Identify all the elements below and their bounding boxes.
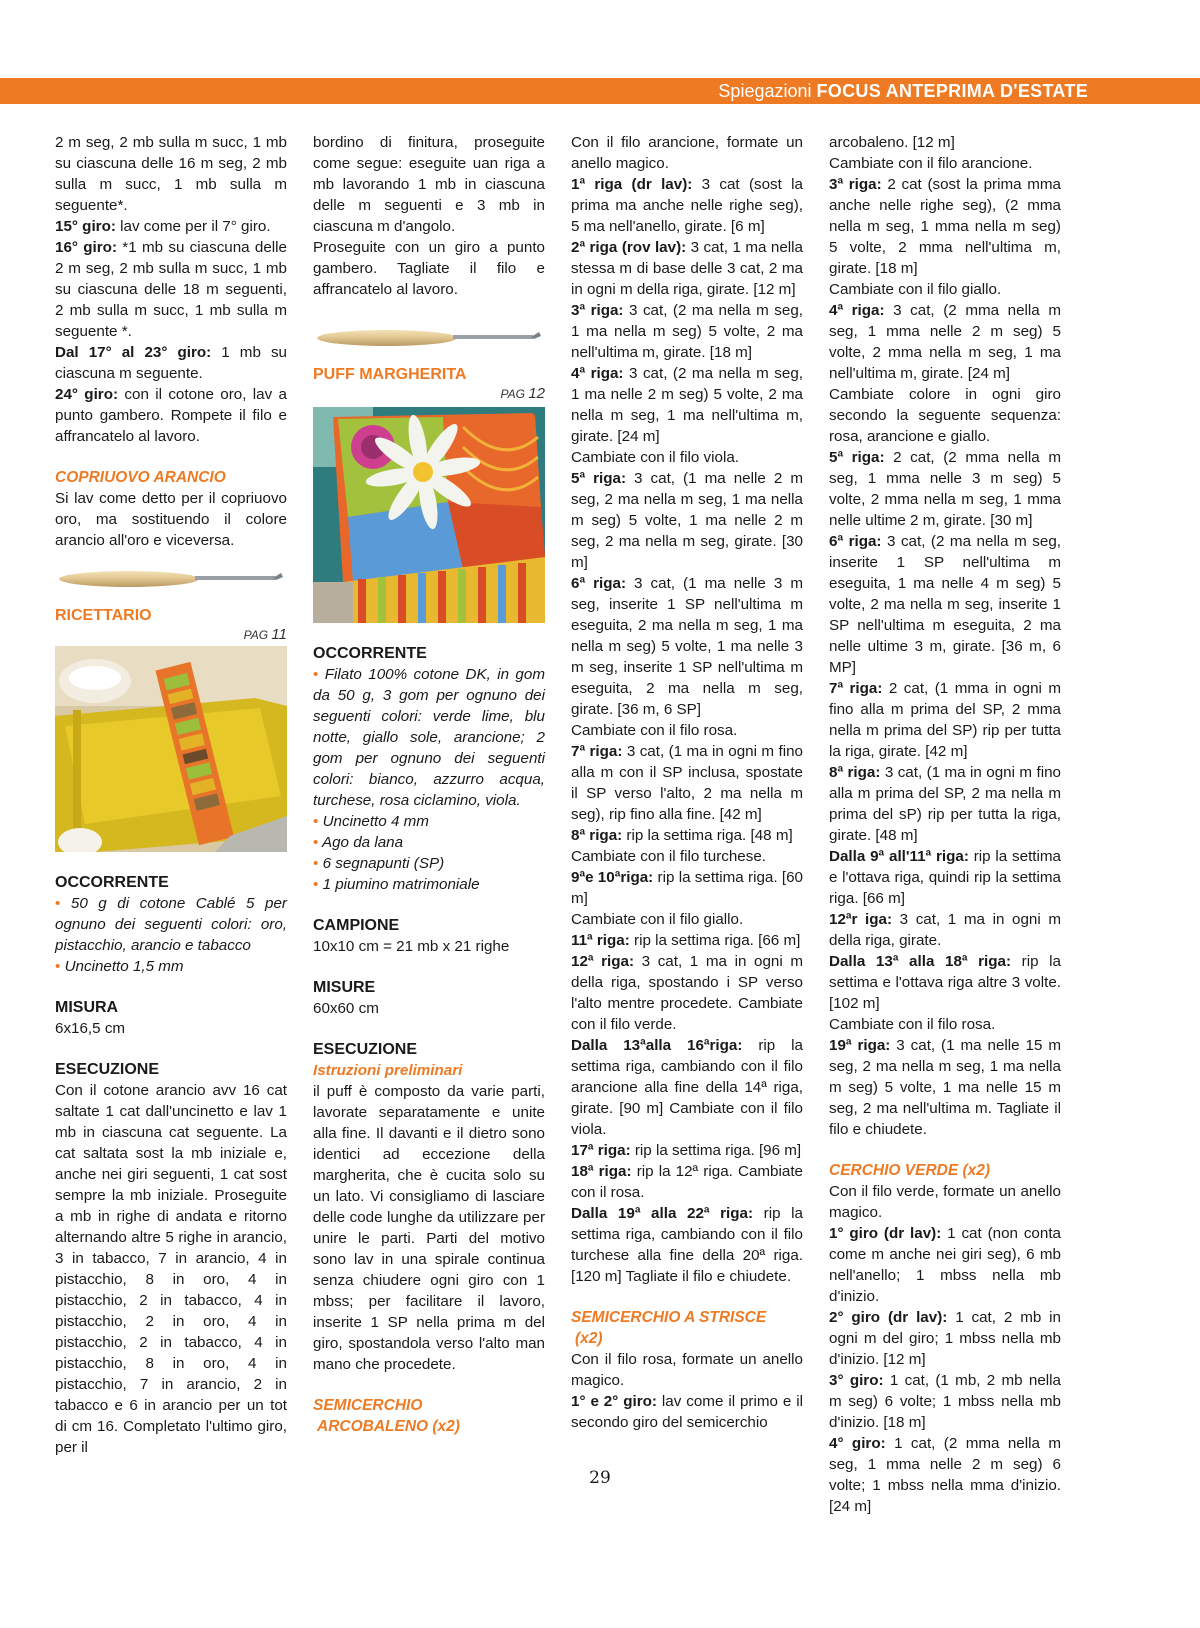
row-text: 3 cat, (2 mma nella m seg, 1 mma nelle 2 m seg) 5 volte, 2 mma nella m seg, 1 ma nell'ultima m, girate. [24 m]	[829, 302, 1061, 382]
instruction-row	[571, 741, 803, 825]
section-title-semicerchio	[313, 1395, 545, 1437]
instruction-row	[829, 846, 1061, 909]
instruction-row	[829, 1223, 1061, 1307]
row-text: rip la settima riga. [48 m]	[622, 827, 793, 844]
instruction-row	[829, 300, 1061, 384]
page-ref-prefix: PAG	[243, 628, 269, 642]
material-text: Ago da lana	[321, 834, 404, 851]
paragraph: il puff è composto da varie parti, lavorate separatamente e unite alla fine. Il davanti e il dietro sono identici ad eccezione della margherita, che è cucita solo su un lato. Vi consigliamo di lasciare delle code lunghe da utilizzare per unire le parti. Parti del motivo sono lav in una spirale continua senza chiudere ogni giro con 1 mbss; per facilitare il lavoro, inserite 1 SP nella prima m del giro, spostandola verso l'alto man mano che procedete.	[313, 1083, 545, 1373]
bullet-icon: •	[313, 834, 319, 851]
row-text: 2 cat (sost la prima mma anche nelle righe seg), (2 mma nella m seg, 1 mma nella m seg) 5 volte, 2 mma nell'ultima m, girate. [18 m]	[829, 176, 1061, 277]
row-label: 12ªr iga:	[829, 911, 893, 928]
subsection-title: Istruzioni preliminari	[313, 1062, 463, 1079]
paragraph: Cambiate colore in ogni giro secondo la seguente sequenza: rosa, arancione e giallo.	[829, 386, 1061, 445]
row-label: 6ª riga:	[829, 533, 882, 550]
instruction-row	[571, 1140, 803, 1161]
row-label: 19ª riga:	[829, 1037, 891, 1054]
paragraph: Cambiate con il filo turchese.	[571, 848, 766, 865]
instruction-row	[571, 825, 803, 846]
ricettario-photo	[55, 646, 287, 852]
paragraph: Cambiate con il filo viola.	[571, 449, 739, 466]
page-ref-number: 11	[271, 626, 287, 643]
instruction-row	[829, 1307, 1061, 1370]
row-label: 1° giro (dr lav):	[829, 1225, 942, 1242]
materials-item	[55, 893, 287, 956]
crochet-hook-icon	[313, 320, 545, 354]
row-label: 1ª riga (dr lav):	[571, 176, 693, 193]
section-title-line: (x2)	[575, 1330, 603, 1347]
row-label: Dalla 9ª all'11ª riga:	[829, 848, 969, 865]
page-reference	[55, 626, 287, 644]
instruction-row	[829, 447, 1061, 531]
row-text: 3 cat, (1 ma nelle 3 m seg, inserite 1 SP nell'ultima m eseguita, 2 ma nella m seg, 1 ma nella m seg) 5 volte, 1 ma nelle 3 m seg, inserite 1 SP nell'ultima m eseguita, 2 ma nella m seg, girate. [36 m, 6 SP]	[571, 575, 803, 718]
row-text: 2 cat, (1 mma in ogni m fino alla m prima del SP, 2 mma nella m prima del SP) rip per tutta la riga, girate. [42 m]	[829, 680, 1061, 760]
instruction-row	[571, 363, 803, 447]
row-text: rip la settima riga, cambiando con il filo arancione alla fine della 14ª riga, girate. [90 m] Cambiate con il filo viola.	[571, 1037, 803, 1138]
section-title-ricettario: RICETTARIO	[55, 607, 152, 624]
section-title-campione: CAMPIONE	[313, 917, 400, 934]
crochet-hook-icon	[55, 561, 287, 595]
bullet-icon: •	[313, 855, 319, 872]
row-label: 9ªe 10ªriga:	[571, 869, 654, 886]
materials-item	[313, 664, 545, 811]
instruction-row	[829, 909, 1061, 951]
row-text: *1 mb su ciascuna delle 2 m seg, 2 mb sulla m succ, 1 mb su ciascuna delle 18 m seguenti, 2 mb sulla m succ, 1 mb sulla m seguente *.	[55, 239, 288, 340]
row-text: rip la 12ª riga. Cambiate con il rosa.	[571, 1163, 803, 1201]
paragraph: arcobaleno. [12 m]	[829, 134, 955, 151]
instruction-row	[829, 1370, 1061, 1433]
row-label: Dalla 13ª alla 18ª riga:	[829, 953, 1012, 970]
row-text: 1 cat, (2 mma nella m seg, 1 mma nelle 2 m seg) 6 volte; 1 mbss nella mma d'inizio. [24 m]	[829, 1435, 1061, 1515]
instruction-row	[571, 1203, 803, 1287]
row-text: rip la settima e l'ottava riga, quindi rip la settima riga. [66 m]	[829, 848, 1061, 907]
paragraph: Proseguite con un giro a punto gambero. Tagliate il filo e affrancatelo al lavoro.	[313, 239, 545, 298]
row-text: 3 cat, (1 ma nelle 2 m seg, 2 ma nella m seg, 1 ma nella m seg) 5 volte, 1 ma nelle 2 m seg, 2 ma nella m seg, girate. [30 m]	[571, 470, 803, 571]
header-section: FOCUS ANTEPRIMA D'ESTATE	[816, 81, 1088, 101]
row-label: 3° giro:	[829, 1372, 884, 1389]
row-text: 3 cat, (1 ma in ogni m fino alla m prima del SP, 2 ma nella m prima del sP) rip per tutta la riga, girate. [48 m]	[829, 764, 1061, 844]
paragraph: Con il filo verde, formate un anello magico.	[829, 1183, 1061, 1221]
row-text: rip la settima riga. [96 m]	[630, 1142, 802, 1159]
row-label: 8ª riga:	[571, 827, 623, 844]
instruction-row	[829, 1035, 1061, 1140]
paragraph: Con il filo rosa, formate un anello magico.	[571, 1351, 803, 1389]
bullet-icon: •	[313, 813, 319, 830]
header-prefix: Spiegazioni	[718, 81, 812, 101]
section-title-occorrente: OCCORRENTE	[313, 645, 427, 662]
material-text: Uncinetto 1,5 mm	[64, 958, 184, 975]
row-label: 5ª riga:	[829, 449, 885, 466]
header-title	[718, 78, 1088, 104]
row-label: 12ª riga:	[571, 953, 635, 970]
row-label: 4ª riga:	[571, 365, 624, 382]
instruction-row	[55, 237, 287, 342]
bullet-icon: •	[313, 666, 319, 683]
material-text: Filato 100% cotone DK, in gom da 50 g, 3 gom per ognuno dei seguenti colori: verde lime, blu notte, giallo sole, arancione; 2 gom per ognuno dei seguenti colori: bianco, azzurro acqua, turchese, rosa ciclamino, viola.	[313, 666, 545, 809]
row-text: 3 cat, 1 ma in ogni m della riga, spostando i SP verso l'alto mentre procedete. Cambiate con il filo verde.	[571, 953, 803, 1033]
paragraph: Cambiate con il filo giallo.	[829, 281, 1002, 298]
row-label: 17ª riga:	[571, 1142, 631, 1159]
row-text: 1 cat, (1 mb, 2 mb nella m seg) 6 volte; 1 mbss nella mb d'inizio. [18 m]	[829, 1372, 1061, 1431]
instruction-row	[571, 1391, 803, 1433]
instruction-row	[571, 468, 803, 573]
instruction-row	[55, 216, 287, 237]
row-label: 3ª riga:	[571, 302, 624, 319]
materials-item	[313, 832, 545, 853]
row-label: Dalla 19ª alla 22ª riga:	[571, 1205, 754, 1222]
row-text: 3 cat, 1 ma in ogni m della riga, girate.	[829, 911, 1061, 949]
row-label: 8ª riga:	[829, 764, 881, 781]
instruction-row	[829, 174, 1061, 279]
instruction-row	[829, 951, 1061, 1014]
row-text: con il cotone oro, lav a punto gambero. Rompete il filo e affrancatelo al lavoro.	[55, 386, 287, 445]
header-bar	[0, 78, 1200, 104]
materials-item	[313, 811, 545, 832]
page-reference	[313, 385, 545, 403]
row-text: 3 cat, 1 ma nella stessa m di base delle 3 cat, 2 ma in ogni m della riga, girate. [12 m]	[571, 239, 803, 298]
section-title-line: SEMICERCHIO A STRISCE	[571, 1309, 767, 1326]
row-label: 2ª riga (rov lav):	[571, 239, 687, 256]
row-text: 1 mb su ciascuna m seguente.	[55, 344, 288, 382]
instruction-row	[55, 384, 287, 447]
paragraph: 2 m seg, 2 mb sulla m succ, 1 mb su ciascuna delle 16 m seg, 2 mb sulla m succ, 1 mb sulla m seguente*.	[55, 134, 287, 214]
instruction-row	[571, 951, 803, 1035]
materials-item	[313, 853, 545, 874]
row-text: 3 cat, (2 ma nella m seg, 1 ma nella m seg) 5 volte, 2 ma nell'ultima m, girate. [18 m]	[571, 302, 803, 361]
material-text: 1 piumino matrimoniale	[322, 876, 480, 893]
section-title-puff: PUFF MARGHERITA	[313, 366, 467, 383]
row-text: 3 cat, (2 ma nella m seg, inserite 1 SP nell'ultima m eseguita, 1 ma nelle 4 m seg) 5 volte, 2 ma nella m seg, inserite 1 SP nell'ultima m eseguita, 2 ma nelle ultime 3 m, girate. [36 m, 6 MP]	[829, 533, 1061, 676]
instruction-row	[571, 300, 803, 363]
paragraph: Cambiate con il filo giallo.	[571, 911, 744, 928]
row-label: Dalla 13ªalla 16ªriga:	[571, 1037, 743, 1054]
paragraph: 10x10 cm = 21 mb x 21 righe	[313, 938, 510, 955]
row-text: 1 cat (non conta come m anche nei giri seg), 6 mb nell'anello; 1 mbss nella mb d'inizio.	[829, 1225, 1061, 1305]
row-label: 16° giro:	[55, 239, 118, 256]
paragraph: Cambiate con il filo arancione.	[829, 155, 1033, 172]
paragraph: Si lav come detto per il copriuovo oro, ma sostituendo il colore arancio all'oro e viceversa.	[55, 490, 287, 549]
instruction-row	[571, 174, 803, 237]
row-label: 2° giro (dr lav):	[829, 1309, 948, 1326]
paragraph: Cambiate con il filo rosa.	[571, 722, 738, 739]
paragraph: bordino di finitura, proseguite come segue: eseguite uan riga a mb lavorando 1 mb in ciascuna delle m seguenti e 3 mb in ciascuna m d'angolo.	[313, 134, 545, 235]
page-ref-prefix: PAG	[500, 387, 525, 401]
row-label: 18ª riga:	[571, 1163, 632, 1180]
row-text: 2 cat, (2 mma nella m seg, 1 mma nelle 3 m seg) 5 volte, 2 mma nella m seg, 1 mma nelle ultime 2 m, girate. [30 m]	[829, 449, 1061, 529]
instruction-row	[55, 342, 287, 384]
paragraph: 6x16,5 cm	[55, 1020, 126, 1037]
section-title-occorrente: OCCORRENTE	[55, 874, 169, 891]
row-text: 3 cat, (1 ma in ogni m fino alla m con il SP inclusa, spostate il SP verso l'alto, 2 ma nella m seg), rip fino alla fine. [42 m]	[571, 743, 803, 823]
bullet-icon: •	[55, 895, 61, 912]
bullet-icon: •	[313, 876, 319, 893]
row-label: 7ª riga:	[829, 680, 883, 697]
row-label: 7ª riga:	[571, 743, 623, 760]
row-label: 3ª riga:	[829, 176, 882, 193]
instruction-row	[571, 1035, 803, 1140]
instruction-row	[571, 867, 803, 909]
row-text: rip la settima e l'ottava riga altre 3 volte. [102 m]	[829, 953, 1062, 1012]
instruction-row	[571, 1161, 803, 1203]
instruction-row	[829, 531, 1061, 678]
puff-photo	[313, 407, 545, 623]
material-text: 50 g di cotone Cablé 5 per ognuno dei seguenti colori: oro, pistacchio, arancio e tabacco	[55, 895, 287, 954]
row-text: rip la settima riga. [66 m]	[629, 932, 801, 949]
row-label: 5ª riga:	[571, 470, 627, 487]
row-label: 4ª riga:	[829, 302, 885, 319]
row-text: lav come il primo e il secondo giro del semicerchio	[571, 1393, 803, 1431]
instruction-row	[571, 237, 803, 300]
instruction-row	[829, 762, 1061, 846]
section-title-esecuzione: ESECUZIONE	[55, 1061, 160, 1078]
column-2	[313, 132, 545, 1437]
paragraph: 60x60 cm	[313, 1000, 379, 1017]
row-label: 6ª riga:	[571, 575, 627, 592]
section-title-line: SEMICERCHIO	[313, 1397, 423, 1414]
row-label: Dal 17° al 23° giro:	[55, 344, 212, 361]
instruction-row	[829, 678, 1061, 762]
materials-item	[313, 874, 545, 895]
section-title-misura: MISURA	[55, 999, 119, 1016]
bullet-icon: •	[55, 958, 61, 975]
row-text: 3 cat, (2 ma nella m seg, 1 ma nelle 2 m seg) 5 volte, 2 ma nella m seg, 1 ma nell'ultima m, girate. [24 m]	[571, 365, 803, 445]
page-ref-number: 12	[528, 385, 545, 402]
row-text: 3 cat, (1 ma nelle 15 m seg, 2 ma nella m seg, 1 ma nella m seg) 5 volte, 1 ma nelle 15 m seg, 2 ma nell'ultima m. Tagliate il filo e chiudete.	[829, 1037, 1061, 1138]
material-text: 6 segnapunti (SP)	[322, 855, 445, 872]
instruction-row	[571, 930, 803, 951]
row-label: 4° giro:	[829, 1435, 886, 1452]
row-label: 24° giro:	[55, 386, 119, 403]
row-label: 15° giro:	[55, 218, 116, 235]
section-title-line: ARCOBALENO (x2)	[317, 1418, 460, 1435]
row-text: 1 cat, 2 mb in ogni m del giro; 1 mbss nella mb d'inizio. [12 m]	[829, 1309, 1061, 1368]
section-title-semicerchio-strisce	[571, 1307, 803, 1349]
section-title-cerchio-verde: CERCHIO VERDE (x2)	[829, 1162, 991, 1179]
paragraph: Cambiate con il filo rosa.	[829, 1016, 996, 1033]
column-3	[571, 132, 803, 1433]
row-label: 11ª riga:	[571, 932, 630, 949]
paragraph: Con il cotone arancio avv 16 cat saltate 1 cat dall'uncinetto e lav 1 mb in ciascuna cat seguente. La cat saltata sost la mb iniziale e, anche nei giri seguenti, 1 cat sost sempre la mb iniziale. Proseguite a mb in righe di andata e ritorno alternando altre 5 righe in arancio, 3 in tabacco, 7 in arancio, 4 in pistacchio, 8 in oro, 4 in pistacchio, 2 in tabacco, 4 in pistacchio, 2 in oro, 4 in pistacchio, 2 in tabacco, 4 in pistacchio, 8 in oro, 4 in pistacchio, 7 in arancio, 2 in tabacco e 6 in arancio per un tot di cm 16. Completato l'ultimo giro, per il	[55, 1082, 287, 1456]
instruction-row	[571, 573, 803, 720]
column-4	[829, 132, 1061, 1517]
paragraph: Con il filo arancione, formate un anello magico.	[571, 134, 803, 172]
row-text: rip la settima riga, cambiando con il filo turchese alla fine della 20ª riga. [120 m] Tagliate il filo e chiudete.	[571, 1205, 804, 1285]
column-1	[55, 132, 287, 1458]
materials-item	[55, 956, 287, 977]
row-text: rip la settima riga. [60 m]	[571, 869, 803, 907]
row-text: lav come per il 7° giro.	[115, 218, 271, 235]
row-text: 3 cat (sost la prima ma anche nelle righe seg), 5 ma nell'anello, girate. [6 m]	[571, 176, 803, 235]
row-label: 1° e 2° giro:	[571, 1393, 657, 1410]
material-text: Uncinetto 4 mm	[322, 813, 429, 830]
section-title-esecuzione: ESECUZIONE	[313, 1041, 418, 1058]
page-number: 29	[589, 1468, 611, 1488]
section-title-misure: MISURE	[313, 979, 376, 996]
section-title-copriuovo: COPRIUOVO ARANCIO	[55, 469, 226, 486]
